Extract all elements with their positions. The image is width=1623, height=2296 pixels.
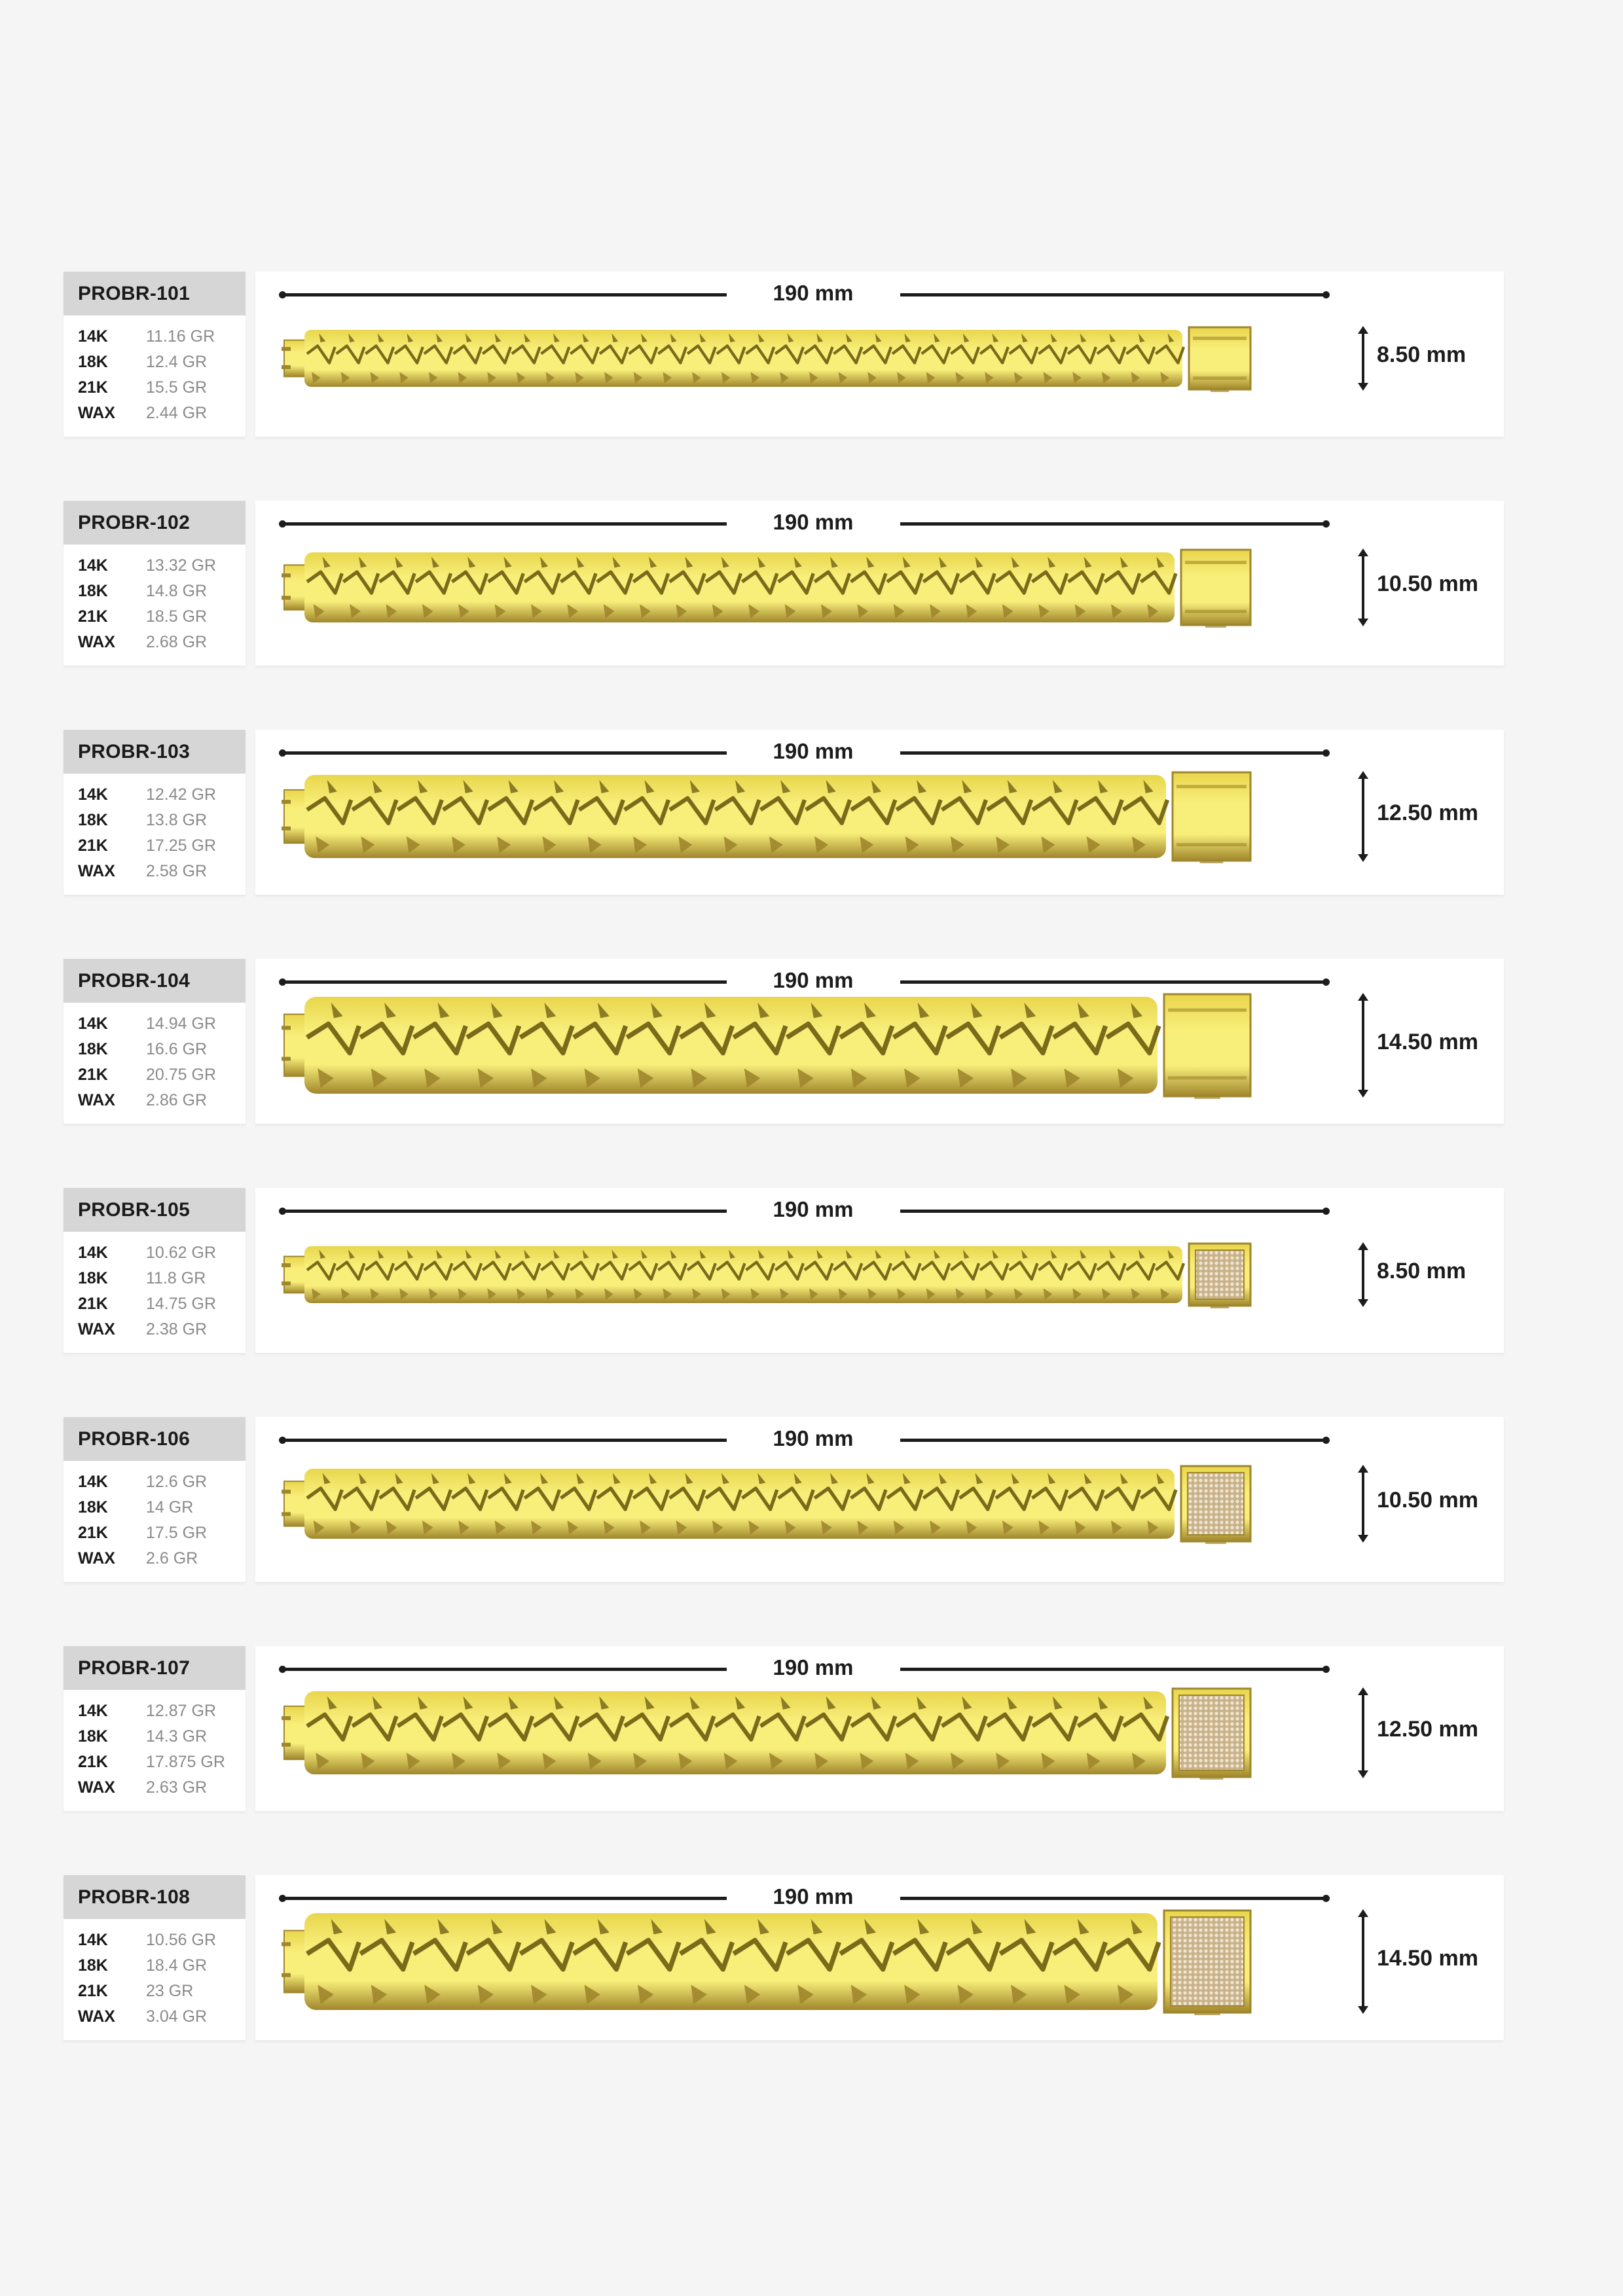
weight-row-21k	[78, 1291, 216, 1317]
spec-panel	[64, 1188, 246, 1353]
length-arrow-line-left	[282, 751, 727, 755]
height-arrow-bottom-icon	[1358, 383, 1368, 391]
weight-row-18k	[78, 350, 215, 375]
height-arrow-bottom-icon	[1358, 854, 1368, 862]
karat-label: 21K	[78, 836, 108, 855]
weight-value: 14.75 GR	[146, 1295, 217, 1313]
length-arrow-end-icon	[1322, 1895, 1330, 1902]
karat-label: WAX	[78, 633, 115, 651]
weight-value: 3.04 GR	[146, 2007, 208, 2026]
karat-label: 18K	[78, 582, 108, 600]
weight-value: 23 GR	[146, 1982, 194, 2000]
spec-panel	[64, 1875, 246, 2040]
height-arrow-line	[1362, 1471, 1364, 1536]
height-arrow-line	[1362, 999, 1364, 1091]
karat-label: 21K	[78, 1066, 108, 1084]
weight-value: 2.44 GR	[146, 404, 208, 422]
karat-label: 18K	[78, 1498, 108, 1516]
weight-value: 20.75 GR	[146, 1066, 217, 1084]
bracelet-image	[282, 1462, 1290, 1545]
length-arrow-line-left	[282, 980, 727, 984]
weight-value: 18.4 GR	[146, 1956, 208, 1975]
product-row	[0, 730, 1623, 895]
bracelet-image	[282, 323, 1290, 393]
height-arrow-line	[1362, 332, 1364, 384]
weight-row-wax	[78, 1088, 216, 1113]
weight-list	[78, 553, 216, 655]
product-card	[255, 1417, 1504, 1582]
length-label: 190 mm	[773, 1655, 854, 1679]
length-arrow-end-icon	[1322, 749, 1330, 757]
karat-label: 21K	[78, 1982, 108, 2000]
weight-value: 16.6 GR	[146, 1040, 208, 1058]
product-card	[255, 1646, 1504, 1811]
product-row	[0, 1646, 1623, 1811]
length-arrow-line-right	[900, 522, 1326, 526]
height-arrow-bottom-icon	[1358, 1535, 1368, 1543]
product-card	[255, 1875, 1504, 2040]
weight-row-14k	[78, 553, 216, 579]
product-row	[0, 1188, 1623, 1353]
length-label: 190 mm	[773, 510, 854, 534]
karat-label: 21K	[78, 1753, 108, 1771]
weight-row-18k	[78, 1953, 216, 1979]
weight-row-18k	[78, 1037, 216, 1062]
length-arrow-line-right	[900, 293, 1326, 296]
width-label: 12.50 mm	[1377, 800, 1478, 825]
weight-value: 12.87 GR	[146, 1702, 217, 1720]
length-arrow-line-right	[900, 1210, 1326, 1213]
height-arrow-bottom-icon	[1358, 1299, 1368, 1307]
length-arrow-line-left	[282, 1439, 727, 1442]
product-row	[0, 1875, 1623, 2040]
product-card	[255, 959, 1504, 1124]
length-arrow-end-icon	[1322, 291, 1330, 298]
weight-list	[78, 1928, 216, 2030]
spec-panel	[64, 1646, 246, 1811]
length-arrow-line-right	[900, 1897, 1326, 1900]
weight-row-wax	[78, 401, 215, 426]
karat-label: WAX	[78, 2007, 115, 2026]
weight-value: 15.5 GR	[146, 378, 208, 397]
length-arrow-end-icon	[1322, 1666, 1330, 1673]
weight-row-21k	[78, 604, 216, 630]
weight-row-wax	[78, 1775, 225, 1801]
weight-row-14k	[78, 1011, 216, 1037]
weight-row-21k	[78, 375, 215, 401]
height-arrow-line	[1362, 1249, 1364, 1300]
product-row	[0, 272, 1623, 437]
product-card	[255, 730, 1504, 895]
weight-value: 12.4 GR	[146, 353, 208, 371]
length-arrow-line-right	[900, 751, 1326, 755]
length-arrow-line-left	[282, 522, 727, 526]
karat-label: 14K	[78, 327, 108, 346]
height-arrow-line	[1362, 555, 1364, 620]
karat-label: 14K	[78, 1702, 108, 1720]
product-code: PROBR-107	[64, 1646, 246, 1690]
weight-row-21k	[78, 1062, 216, 1088]
weight-list	[78, 1240, 216, 1342]
karat-label: 14K	[78, 1473, 108, 1491]
weight-value: 13.8 GR	[146, 811, 208, 829]
weight-value: 13.32 GR	[146, 556, 217, 575]
karat-label: 21K	[78, 1524, 108, 1542]
product-code: PROBR-102	[64, 501, 246, 545]
length-arrow-end-icon	[1322, 1208, 1330, 1215]
height-arrow-bottom-icon	[1358, 1090, 1368, 1098]
bracelet-image	[282, 1907, 1290, 2017]
weight-value: 18.5 GR	[146, 607, 208, 626]
product-row	[0, 1417, 1623, 1582]
karat-label: WAX	[78, 862, 115, 880]
karat-label: 14K	[78, 1931, 108, 1949]
length-arrow-line-left	[282, 293, 727, 296]
karat-label: 21K	[78, 378, 108, 397]
bracelet-image	[282, 1685, 1290, 1781]
karat-label: 18K	[78, 353, 108, 371]
karat-label: 21K	[78, 1295, 108, 1313]
weight-row-21k	[78, 1520, 207, 1546]
weight-value: 12.42 GR	[146, 785, 217, 804]
weight-row-21k	[78, 1979, 216, 2004]
product-code: PROBR-106	[64, 1417, 246, 1461]
karat-label: WAX	[78, 404, 115, 422]
weight-value: 14.94 GR	[146, 1014, 217, 1033]
bracelet-image	[282, 1240, 1290, 1310]
karat-label: WAX	[78, 1091, 115, 1109]
product-card	[255, 1188, 1504, 1353]
weight-list	[78, 1698, 225, 1801]
spec-panel	[64, 959, 246, 1124]
product-row	[0, 959, 1623, 1124]
karat-label: 14K	[78, 556, 108, 575]
weight-row-18k	[78, 808, 216, 833]
weight-row-wax	[78, 630, 216, 655]
weight-row-14k	[78, 1240, 216, 1266]
length-arrow-end-icon	[1322, 1437, 1330, 1444]
height-arrow-line	[1362, 778, 1364, 855]
weight-value: 12.6 GR	[146, 1473, 208, 1491]
karat-label: 18K	[78, 1956, 108, 1975]
karat-label: 14K	[78, 1014, 108, 1033]
bracelet-image	[282, 768, 1290, 865]
product-code: PROBR-108	[64, 1875, 246, 1919]
weight-value: 10.62 GR	[146, 1244, 217, 1262]
product-card	[255, 272, 1504, 437]
weight-row-18k	[78, 1495, 207, 1520]
weight-value: 14 GR	[146, 1498, 194, 1516]
spec-panel	[64, 272, 246, 437]
karat-label: 14K	[78, 785, 108, 804]
width-label: 8.50 mm	[1377, 1259, 1467, 1283]
weight-row-wax	[78, 859, 216, 884]
weight-value: 10.56 GR	[146, 1931, 217, 1949]
product-code: PROBR-103	[64, 730, 246, 774]
length-label: 190 mm	[773, 1197, 854, 1221]
width-label: 8.50 mm	[1377, 342, 1467, 367]
weight-value: 17.875 GR	[146, 1753, 225, 1771]
weight-row-21k	[78, 833, 216, 859]
weight-list	[78, 324, 215, 426]
spec-panel	[64, 1417, 246, 1582]
karat-label: 14K	[78, 1244, 108, 1262]
weight-value: 2.38 GR	[146, 1320, 208, 1338]
weight-value: 2.58 GR	[146, 862, 208, 880]
weight-row-wax	[78, 1546, 207, 1571]
karat-label: 18K	[78, 811, 108, 829]
weight-row-14k	[78, 1928, 216, 1953]
weight-row-21k	[78, 1749, 225, 1775]
weight-value: 2.86 GR	[146, 1091, 208, 1109]
weight-value: 17.25 GR	[146, 836, 217, 855]
weight-row-18k	[78, 1724, 225, 1749]
product-code: PROBR-101	[64, 272, 246, 315]
spec-panel	[64, 730, 246, 895]
karat-label: 18K	[78, 1727, 108, 1746]
weight-row-14k	[78, 1469, 207, 1495]
weight-row-14k	[78, 324, 215, 350]
weight-row-18k	[78, 1266, 216, 1291]
length-arrow-line-left	[282, 1897, 727, 1900]
weight-row-14k	[78, 782, 216, 808]
height-arrow-line	[1362, 1916, 1364, 2007]
product-card	[255, 501, 1504, 666]
weight-value: 2.6 GR	[146, 1549, 198, 1568]
karat-label: 18K	[78, 1040, 108, 1058]
length-label: 190 mm	[773, 739, 854, 763]
weight-value: 14.8 GR	[146, 582, 208, 600]
weight-row-wax	[78, 1317, 216, 1342]
length-arrow-line-right	[900, 1668, 1326, 1671]
bracelet-image	[282, 990, 1290, 1100]
weight-value: 14.3 GR	[146, 1727, 208, 1746]
height-arrow-line	[1362, 1694, 1364, 1772]
length-label: 190 mm	[773, 1884, 854, 1909]
width-label: 14.50 mm	[1377, 1946, 1478, 1971]
weight-list	[78, 782, 216, 884]
width-label: 10.50 mm	[1377, 1488, 1478, 1513]
width-label: 12.50 mm	[1377, 1717, 1478, 1742]
weight-row-18k	[78, 579, 216, 604]
weight-value: 2.68 GR	[146, 633, 208, 651]
karat-label: 21K	[78, 607, 108, 626]
spec-panel	[64, 501, 246, 666]
width-label: 14.50 mm	[1377, 1030, 1478, 1054]
length-label: 190 mm	[773, 968, 854, 992]
length-arrow-line-left	[282, 1668, 727, 1671]
weight-row-14k	[78, 1698, 225, 1724]
length-label: 190 mm	[773, 1426, 854, 1450]
weight-value: 2.63 GR	[146, 1778, 208, 1797]
product-code: PROBR-104	[64, 959, 246, 1003]
karat-label: WAX	[78, 1778, 115, 1797]
length-arrow-line-right	[900, 1439, 1326, 1442]
width-label: 10.50 mm	[1377, 571, 1478, 596]
weight-row-wax	[78, 2004, 216, 2030]
karat-label: 18K	[78, 1269, 108, 1287]
product-code: PROBR-105	[64, 1188, 246, 1232]
length-arrow-line-left	[282, 1210, 727, 1213]
weight-value: 11.8 GR	[146, 1269, 206, 1287]
weight-value: 11.16 GR	[146, 327, 215, 346]
weight-list	[78, 1469, 207, 1571]
height-arrow-bottom-icon	[1358, 2006, 1368, 2014]
length-label: 190 mm	[773, 281, 854, 305]
product-row	[0, 501, 1623, 666]
length-arrow-line-right	[900, 980, 1326, 984]
length-arrow-end-icon	[1322, 520, 1330, 528]
length-arrow-end-icon	[1322, 978, 1330, 986]
bracelet-image	[282, 546, 1290, 629]
karat-label: WAX	[78, 1320, 115, 1338]
karat-label: WAX	[78, 1549, 115, 1568]
height-arrow-bottom-icon	[1358, 619, 1368, 626]
height-arrow-bottom-icon	[1358, 1770, 1368, 1778]
weight-value: 17.5 GR	[146, 1524, 208, 1542]
weight-list	[78, 1011, 216, 1113]
